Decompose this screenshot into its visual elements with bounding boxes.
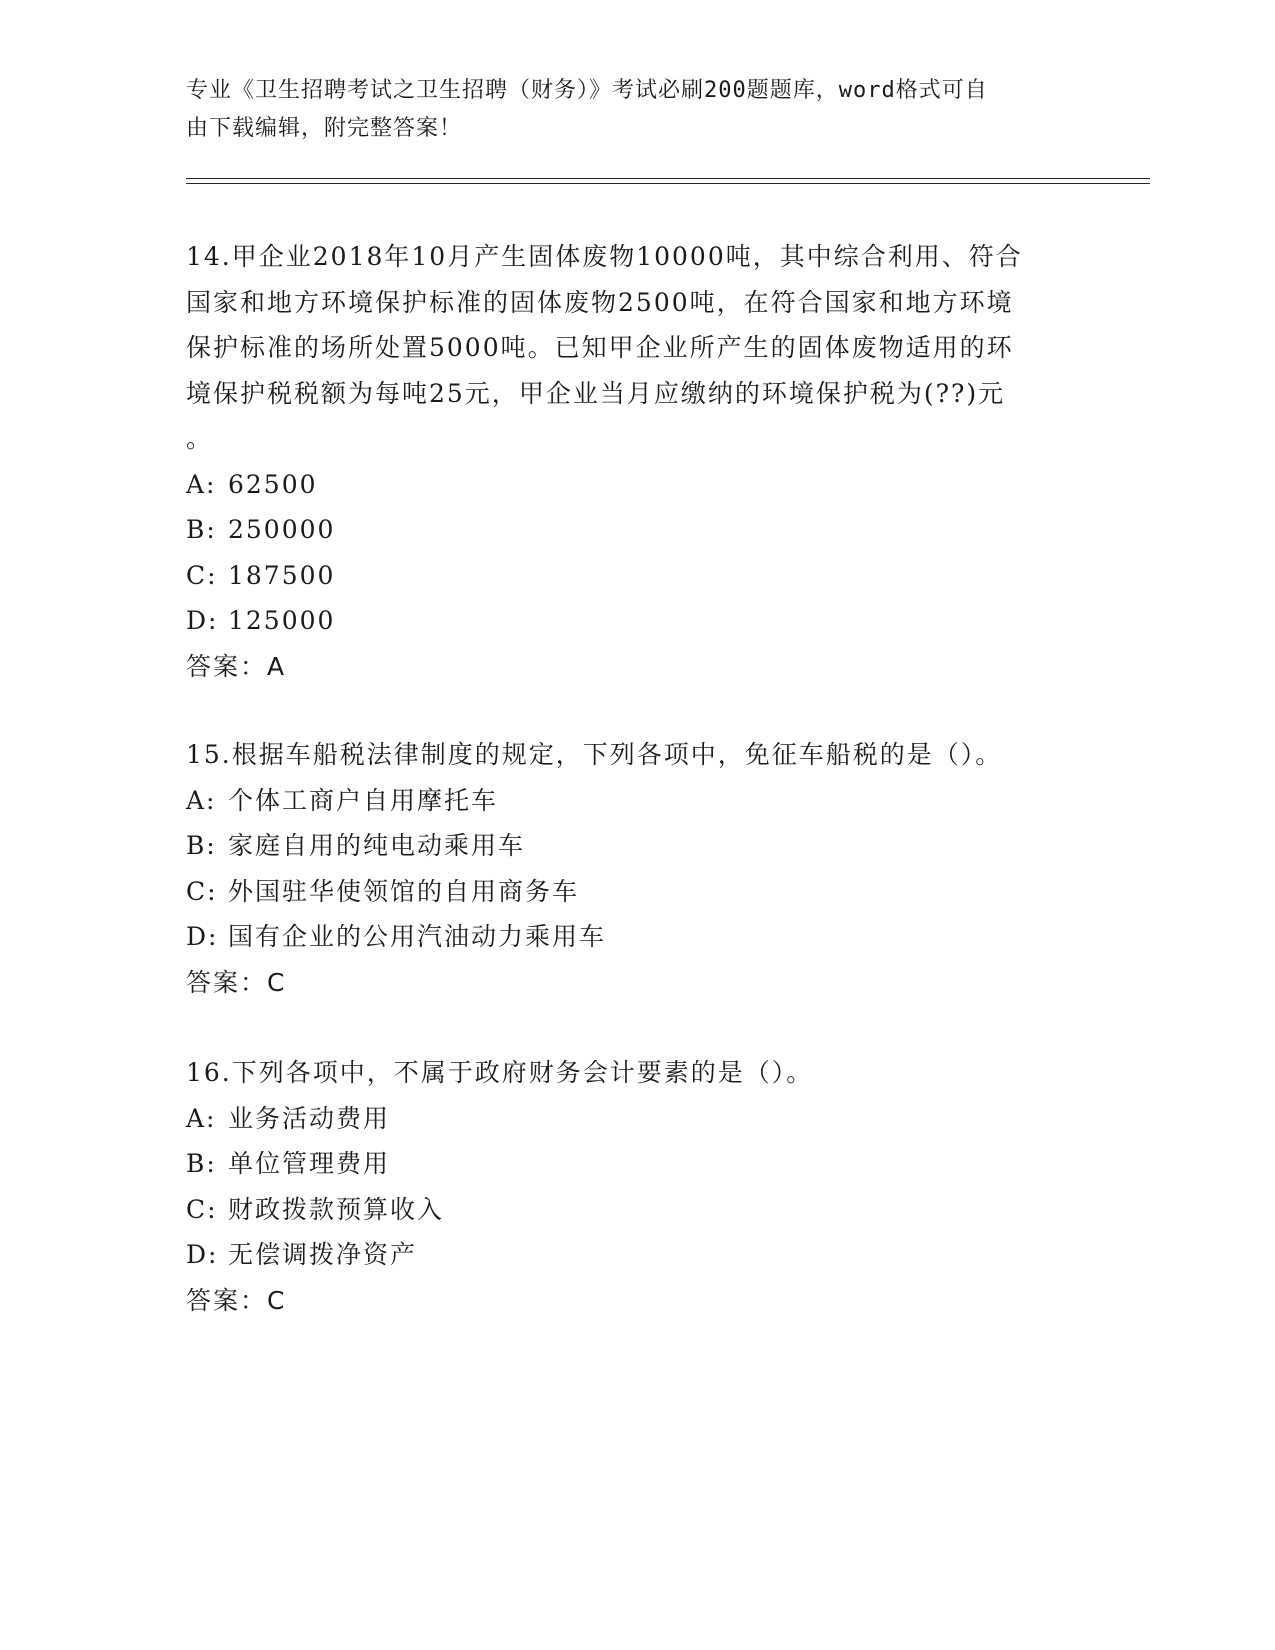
option-text: 财政拨款预算收入 <box>228 1194 445 1224</box>
stem-line: 根据车船税法律制度的规定，下列各项中，免征车船税的是（）。 <box>231 740 1003 769</box>
option-d <box>186 1232 1086 1278</box>
option-key: C: <box>186 560 218 590</box>
question-stem <box>186 234 1086 280</box>
option-text: 187500 <box>228 560 336 590</box>
option-a <box>186 1096 1086 1142</box>
option-text: 家庭自用的纯电动乘用车 <box>228 831 526 860</box>
answer: 答案：A <box>186 651 287 681</box>
stem-line: 甲企业2018年10月产生固体废物10000吨，其中综合利用、符合 <box>231 242 1023 271</box>
question-number: 16. <box>186 1058 232 1087</box>
option-text: 外国驻华使领馆的自用商务车 <box>228 876 580 906</box>
question-stem <box>186 1050 1086 1096</box>
stem-line: 保护标准的场所处置5000吨。已知甲企业所产生的固体废物适用的环 <box>186 333 1014 362</box>
question-14 <box>186 234 1086 689</box>
option-text: 国有企业的公用汽油动力乘用车 <box>228 922 607 951</box>
option-c <box>186 1187 1086 1233</box>
option-key: A: <box>186 1103 217 1133</box>
option-key: B: <box>186 831 217 860</box>
option-a <box>186 778 1086 824</box>
document-header <box>186 72 1066 148</box>
option-b <box>186 507 1086 553</box>
question-15 <box>186 732 1086 1005</box>
option-text: 62500 <box>228 469 318 499</box>
stem-line: 下列各项中，不属于政府财务会计要素的是（）。 <box>231 1058 814 1087</box>
stem-line: 境保护税税额为每吨25元，甲企业当月应缴纳的环境保护税为(??)元 <box>186 378 1006 408</box>
question-stem <box>186 732 1086 778</box>
option-key: D: <box>186 1240 219 1269</box>
question-16 <box>186 1050 1086 1323</box>
option-d <box>186 914 1086 960</box>
option-text: 无偿调拨净资产 <box>228 1240 418 1269</box>
stem-line: 。 <box>186 424 214 453</box>
option-key: D: <box>186 922 219 951</box>
option-text: 250000 <box>228 515 336 544</box>
header-divider-bottom <box>186 183 1150 184</box>
option-key: B: <box>186 515 217 544</box>
option-key: D: <box>186 606 219 635</box>
option-key: A: <box>186 785 217 815</box>
header-line-1: 专业《卫生招聘考试之卫生招聘（财务）》考试必刷200题题库，word格式可自 <box>186 78 988 103</box>
option-key: C: <box>186 1194 218 1224</box>
answer: 答案：C <box>186 967 287 997</box>
option-key: C: <box>186 876 218 906</box>
question-number: 15. <box>186 740 232 769</box>
option-c <box>186 553 1086 599</box>
header-line-2: 由下载编辑，附完整答案！ <box>186 116 463 141</box>
header-divider-top <box>186 178 1150 179</box>
stem-line: 国家和地方环境保护标准的固体废物2500吨，在符合国家和地方环境 <box>186 287 1014 317</box>
option-text: 125000 <box>228 606 336 635</box>
option-key: B: <box>186 1149 217 1178</box>
option-text: 业务活动费用 <box>228 1103 391 1133</box>
option-d <box>186 598 1086 644</box>
option-b <box>186 823 1086 869</box>
option-b <box>186 1141 1086 1187</box>
option-text: 单位管理费用 <box>228 1149 391 1178</box>
option-c <box>186 869 1086 915</box>
option-a <box>186 462 1086 508</box>
answer: 答案：C <box>186 1285 287 1315</box>
option-key: A: <box>186 469 217 499</box>
option-text: 个体工商户自用摩托车 <box>228 785 499 815</box>
question-number: 14. <box>186 242 232 271</box>
